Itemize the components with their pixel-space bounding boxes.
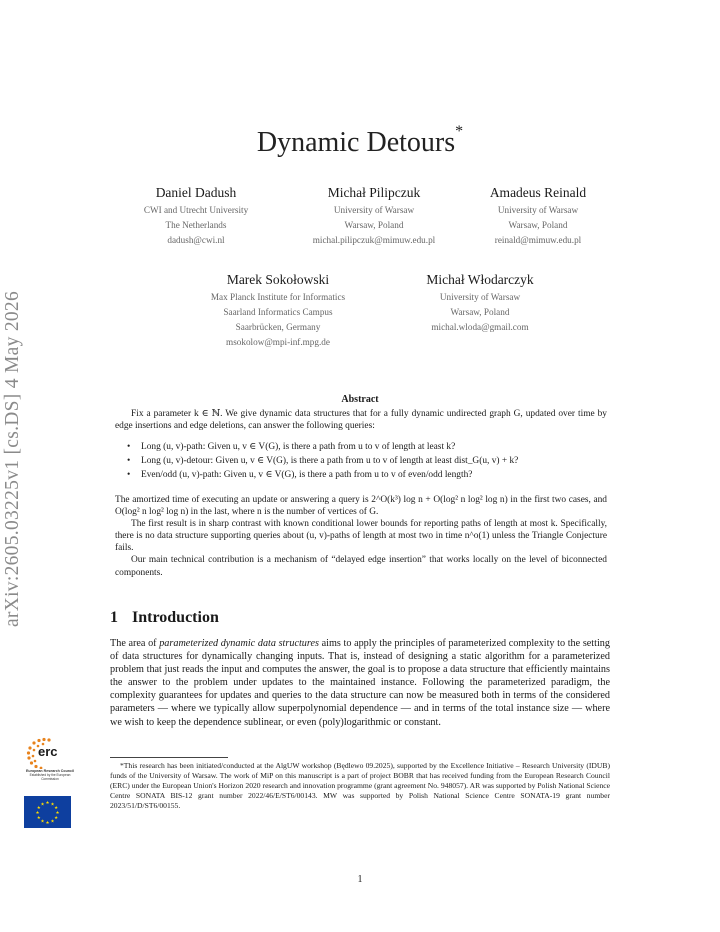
svg-text:★: ★ — [40, 819, 45, 825]
svg-text:★: ★ — [35, 811, 40, 816]
erc-logo — [24, 737, 76, 781]
abstract-paragraph: Our main technical contribution is a mechanism of “delayed edge insertion” that works locally on the level of biconnected components. — [115, 555, 607, 578]
svg-text:★: ★ — [36, 806, 41, 811]
erc-logo-text: erc — [38, 744, 58, 759]
abstract-paragraph: The amortized time of executing an update or answering a query is 2^O(k³) log n + O(log² n log² log n) in the first two cases, and O(log² n log² log n) in the last, where n is the number of vertices of G. — [115, 495, 607, 518]
section-number: 1 — [110, 609, 118, 626]
svg-text:★: ★ — [55, 811, 60, 816]
author-reinald: Amadeus Reinald University of Warsaw Warsaw, Poland reinald@mimuw.edu.pl — [489, 185, 587, 245]
section-heading — [110, 609, 219, 627]
eu-flag-icon — [24, 796, 71, 828]
list-item: • Long (u, v)-detour: Given u, v ∈ V(G), is there a path from u to v of length at least dist_G(u, v) + k? — [127, 454, 612, 468]
author-dadush: Daniel Dadush CWI and Utrecht University The Netherlands dadush@cwi.nl — [143, 185, 249, 245]
abstract-paragraph: The first result is in sharp contrast with known conditional lower bounds for reporting paths of length at most k. Specifically, there is no data structure supporting queries about (u, v)-paths of length at most two in time n^o(1) unless the Triangle Conjecture fails. — [115, 519, 607, 554]
list-item: • Even/odd (u, v)-path: Given u, v ∈ V(G), is there a path from u to v of even/odd length? — [127, 468, 612, 482]
section-title: Introduction — [132, 609, 219, 626]
svg-text:★: ★ — [40, 802, 45, 808]
svg-text:★: ★ — [45, 821, 50, 826]
author-sokolowski: Marek Sokołowski Max Planck Institute for Informatics Saarland Informatics Campus Saarbrücken, Germany msokolow@mpi-inf.mpg.de — [210, 272, 346, 348]
author-pilipczuk: Michał Pilipczuk University of Warsaw Warsaw, Poland michal.pilipczuk@mimuw.edu.pl — [312, 185, 436, 245]
svg-text:★: ★ — [45, 801, 50, 806]
abstract-body — [115, 494, 607, 579]
footnote-rule — [110, 757, 228, 758]
intro-emphasis: parameterized dynamic data structures — [159, 638, 319, 649]
paper-title: Dynamic Detours* — [256, 123, 464, 158]
arxiv-identifier: arXiv:2605.03225v1 [cs.DS] 4 May 2026 — [2, 290, 23, 628]
erc-subcaption: Established by the European Commission — [29, 773, 71, 781]
svg-text:★: ★ — [50, 819, 55, 825]
page-number: 1 — [357, 874, 363, 885]
svg-text:★: ★ — [50, 802, 55, 808]
erc-caption: European Research Council — [26, 769, 74, 773]
list-item: • Long (u, v)-path: Given u, v ∈ V(G), is there a path from u to v of length at least k? — [127, 440, 612, 454]
svg-text:★: ★ — [36, 816, 41, 821]
author-wlodarczyk: Michał Włodarczyk University of Warsaw Warsaw, Poland michal.wloda@gmail.com — [426, 272, 534, 332]
svg-text:★: ★ — [54, 806, 59, 811]
footnote: *This research has been initiated/conducted at the AlgUW workshop (Będlewo 09.2025), supported by the Excellence Initiative – Research University (IDUB) funds of the University of Warsaw. The work of MiP on this manuscript is a part of project BOBR that has received funding from the European Research Council (ERC) under the European Union's Horizon 2020 research and innovation programme (grant agreement No. 948057). AR was supported by Polish National Science Centre SONATA BIS-12 grant number 2022/46/E/ST6/00143. MW was supported by Polish National Science Centre SONATA-19 grant number 2023/51/D/ST6/00155. — [110, 761, 610, 810]
abstract-intro: Fix a parameter k ∈ ℕ. We give dynamic data structures that for a fully dynamic undirected graph G, updated over time by edge insertions and edge deletions, can answer the following queries: — [115, 409, 607, 432]
abstract-heading: Abstract — [341, 394, 379, 405]
intro-paragraph: The area of parameterized dynamic data structures aims to apply the principles of parameterized complexity to the setting of data structures for dynamically changing inputs. That is, instead of designing a static algorithm for a parameterized problem that just reads the input and computes the answer, the goal is to propose a data structure that efficiently maintains the answer to the problem under updates to the maintained instance. Following the parameterized paradigm, the complexity guarantees for updates and queries to the data structure can now be measured both in terms of the considered parameters — where we typically allow superpolynomial dependence — and in terms of the total instance size — where we wish to keep the dependence sublinear, or even (poly)logarithmic or constant. — [110, 638, 610, 728]
svg-text:★: ★ — [54, 816, 59, 821]
query-list — [127, 440, 612, 482]
